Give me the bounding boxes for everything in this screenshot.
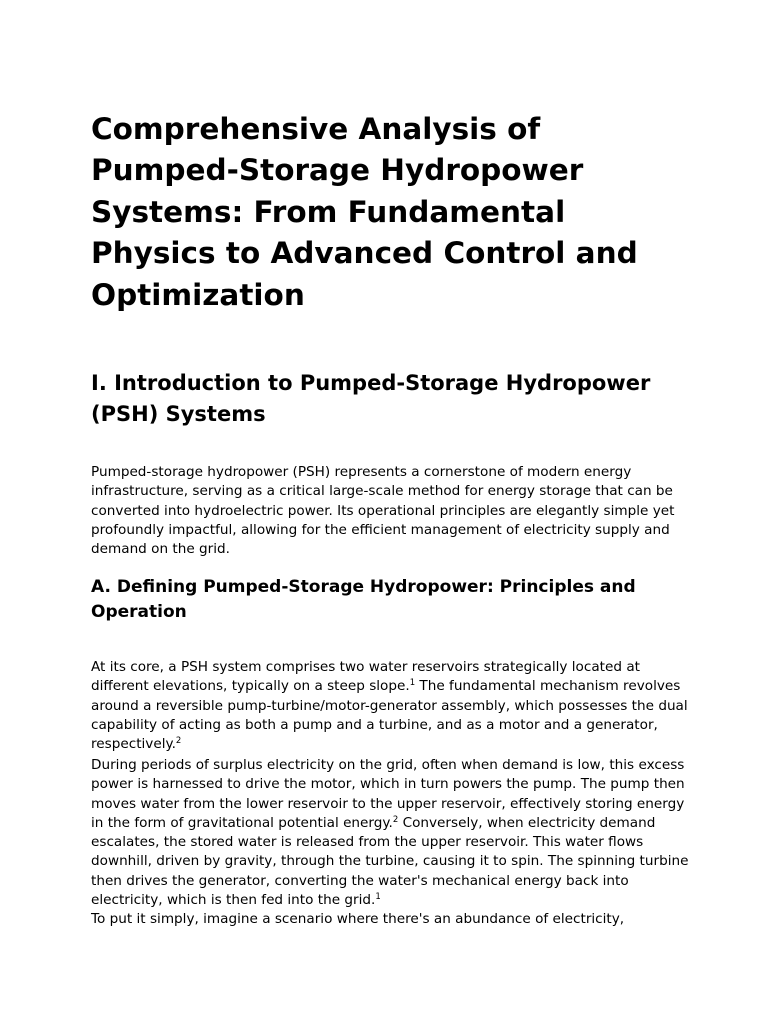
footnote-ref: 2	[175, 736, 182, 747]
footnote-ref: 1	[409, 678, 416, 689]
paragraph-text: At its core, a PSH system comprises two water reservoirs strategically located at different elevations, typically on a steep slope.	[91, 659, 640, 695]
subsection-heading-defining-psh: A. Defining Pumped-Storage Hydropower: Principles and Operation	[91, 577, 636, 622]
intro-paragraph: Pumped-storage hydropower (PSH) represents a cornerstone of modern energy infrastructure, serving as a critical large-scale method for energy storage that can be converted into hydroelectric power. Its operational principles are elegantly simple yet profoundly impactful, allowing for the efficient management of electricity supply and demand on the grid.	[91, 464, 675, 558]
paragraph-text: During periods of surplus electricity on the grid, often when demand is low, this excess power is harnessed to drive the motor, which in turn powers the pump. The pump then moves water from the lower reservoir to the upper reservoir, effectively storing energy in the form of gravitational potential energy.	[91, 757, 685, 831]
document-title: Comprehensive Analysis of Pumped-Storage Hydropower Systems: From Fundamental Physics to Advanced Control and Optimization	[91, 112, 638, 312]
section-heading-introduction: I. Introduction to Pumped-Storage Hydropower (PSH) Systems	[91, 371, 651, 426]
paragraph-text: Conversely, when electricity demand escalates, the stored water is released from the upper reservoir. This water flows downhill, driven by gravity, through the turbine, causing it to spin. The spinning turbine then drives the generator, converting the water's mechanical energy back into electricity, which is then fed into the grid.	[91, 814, 689, 909]
paragraph-reservoirs	[91, 658, 691, 754]
paragraph-analogy: To put it simply, imagine a scenario where there's an abundance of electricity,	[91, 911, 625, 927]
paragraph-operation-cycle	[91, 756, 691, 910]
paragraph-text: The fundamental mechanism revolves around a reversible pump-turbine/motor-generator assembly, which possesses the dual capability of acting as both a pump and a turbine, and as a motor and a generator, respectively.	[91, 678, 688, 753]
footnote-ref: 2	[392, 814, 399, 825]
footnote-ref: 1	[375, 892, 381, 903]
